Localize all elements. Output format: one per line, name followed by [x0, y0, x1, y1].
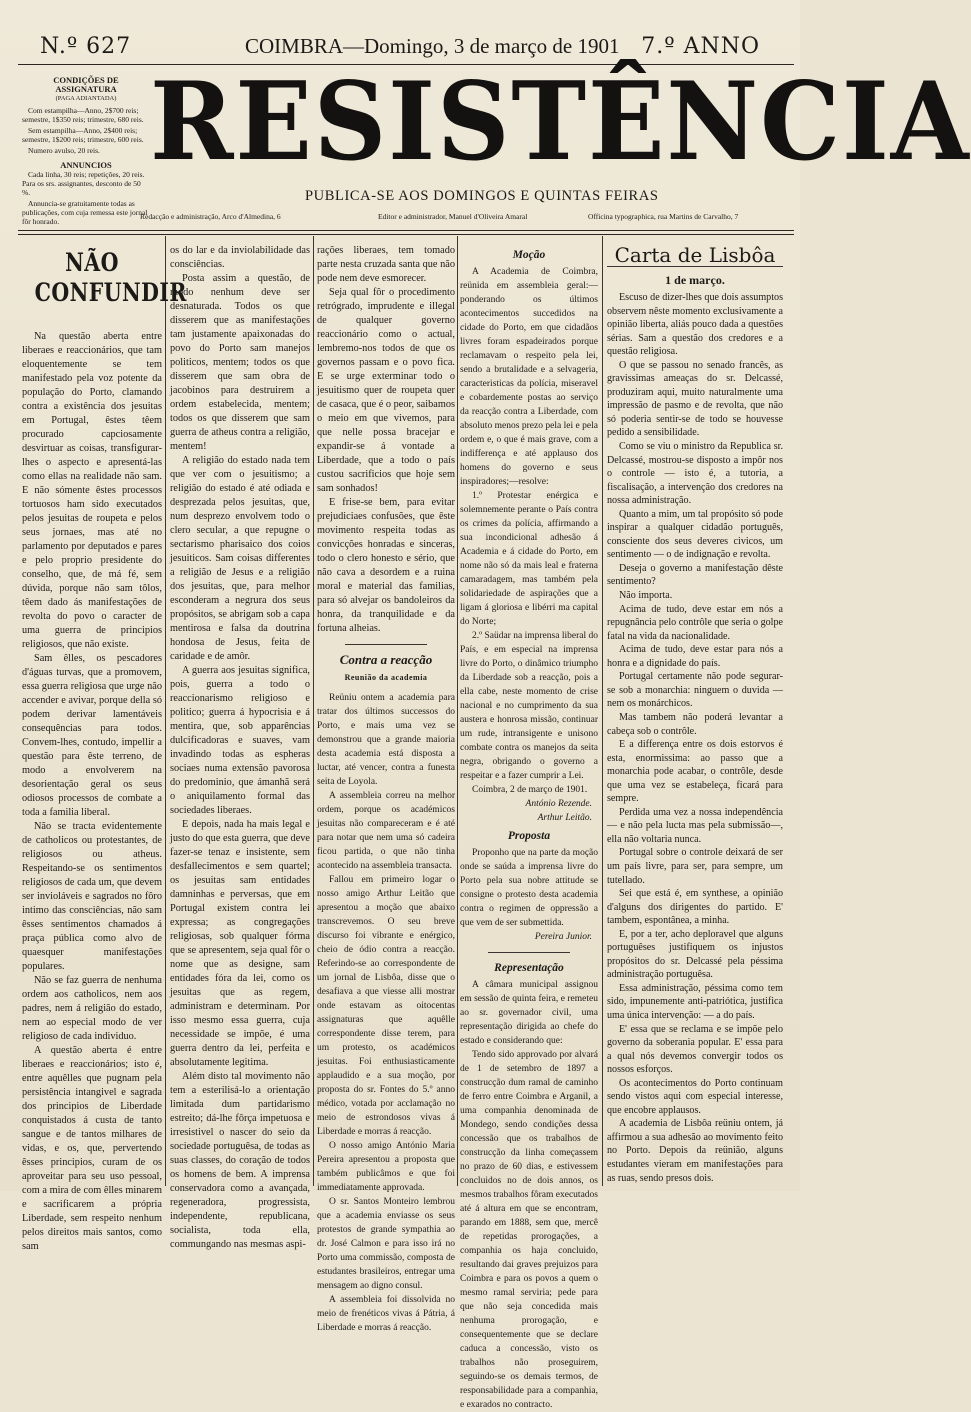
article-paragraph: A guerra aos jesuitas significa, pois, guerra a todo o reaccionarismo religioso e politico; guerra á hypocrisia e á mentira, que, sob apparências dulcificadoras e suaves, vam invadindo todas as espheras sociaes numa extensão pavorosa do predominio, que ámanhã será o aniquilamento formal das sociedades liberaes. [170, 665, 310, 816]
article-paragraph: A câmara municipal assignou em sessão de quinta feira, e remeteu ao sr. governador civil, uma representação dirigida ao chefe do estado e considerando que: [460, 980, 598, 1046]
article-paragraph: Portugal sobre o controle deixará de ser um país livre, para ser, para sempre, um tutellado. [607, 847, 783, 886]
column-2 [170, 244, 310, 1250]
signature: Pereira Junior. [534, 932, 592, 942]
article-paragraph: 1.º Protestar enérgica e solemnemente perante o País contra os crimes da polícia, affirmando a sua incondicional adhesão á Academia e á cidade do Porto, em nome não só da mais leal e fraterna camaradagem, mas também pela solidariedade de aspirações que a ligam á gloriosa e libérri ma capital do Norte; [460, 491, 598, 627]
subscription-line: Sem estampilha—Anno, 2$400 reis; semestre, 1$200 reis; trimestre, 600 reis. [22, 126, 144, 144]
editor-info: Editor e administrador, Manuel d'Oliveira Amaral [378, 212, 528, 221]
dateline: COIMBRA—Domingo, 3 de março de 1901 [245, 34, 620, 58]
article-paragraph: A academia de Lisbôa reüniu ontem, já affirmou a sua adhesão ao movimento feito no Porto. Depois da reünião, alguns estudantes vieram em manifestações para as ruas, sendo presos dois. [607, 1118, 783, 1184]
heading-representacao: Representação [494, 962, 564, 974]
article-paragraph: E depois, nada ha mais legal e justo do que esta guerra, que deve fazer-se tenaz e insistente, sem desfallecimentos e sem quartel; os jesuitas sam entidades damninhas e perversas, que em Portugal existem contra lei expressa; as congregações religiosas, sob qualquer fórma que se apresentem, seja qual fôr o nome que as designe, sam entidades fóra da lei, como os jesuitas que as regem, administram e determinam. Por isso mesmo essa guerra, cuja necessidade se impõe, é uma guerra dentro da lei, perfeita e absolutamente legitima. [170, 819, 310, 1068]
article-paragraph: Essa administração, péssima como tem sido, impunemente anti-patriótica, justifica uma única intervenção: — a do país. [607, 982, 783, 1021]
subscription-box [22, 76, 150, 228]
article-paragraph: Não se tracta evidentemente de catholicos ou protestantes, de religiosos ou atheus. Respeitando-se os sentimentos religiosos de cada um, que devem ser invioláveis e sagrados no fôro intimo das consciências, não sam êsses sentimentos chamados á praça pública como alvo de quaesquer manifestações populares. [22, 821, 162, 972]
article-paragraph: Sei que está é, em synthese, a opinião d'alguns dos dirigentes do partido. E' tambem, espontânea, a minha. [607, 888, 783, 927]
subscription-subheading: (PAGA ADIANTADA) [55, 95, 117, 102]
article-paragraph: E, por a ter, acho deploravel que alguns portuguêses justifiquem os injustos propósitos do sr. Delcassé pela péssima administração portuguêsa. [607, 928, 783, 981]
article-paragraph: Além disto tal movimento não tem a esterilisá-lo a orientação limitada dum partidarismo estreito; dá-lhe fôrça impetuosa e irresistivel o nascer do seio da sociedade portuguêsa, de todas as suas classes, do coração de todos os homens de bem. A imprensa conservadora como a avançada, regeneradora, progressista, independente, republicana, socialista, toda ella, commungando nas mesmas aspi- [170, 1071, 310, 1250]
article-paragraph: Quanto a mim, um tal propósito só pode inspirar a qualquer cidadão português, consciente dos seus deveres civicos, um sentimento — o de indignação e revolta. [607, 508, 783, 561]
letter-date: 1 de março. [665, 273, 725, 287]
article-paragraph: Sam êlles, os pescadores d'águas turvas, que a promovem, essa guerra religiosa que urge não accender e avivar, porque della só podem derivar lamentáveis consequências para todos. Convem-lhes, contudo, impellir a questão para êste terreno, de modo a envolverem na desorientação geral os seus odiosos processos de combate a toda a familia liberal. [22, 653, 162, 818]
headline-nao-confundir: NÃO CONFUNDIR [34, 248, 187, 307]
article-paragraph: E frise-se bem, para evitar prejudiciaes confusões, que êste movimento respeita todas as convicções honradas e sinceras, todo o clero honesto e sério, que não cava a desordem e a ruina moral e material das familias, para só alvejar os bandoleiros da honra, da tranquilidade e da fortuna alheias. [317, 497, 455, 634]
year-volume: 7.º ANNO [641, 34, 760, 59]
ads-heading: ANNUNCIOS [60, 160, 112, 170]
article-paragraph: Não importa. [619, 590, 673, 602]
article-paragraph: O que se passou no senado francês, as gravissimas ameaças do sr. Delcassé, produziram aqui, muito naturalmente uma impressão de pasmo e de revolta, que não só poderia sentir-se de todo se houvesse pedido a sensibilidade. [607, 359, 783, 439]
signature: Arthur Leitão. [537, 813, 592, 823]
article-paragraph: Acima de tudo, deve estar em nós a repugnância pelo contrôle que seria o golpe fatal na vida da nacionalidade. [607, 603, 784, 642]
column-3 [317, 244, 455, 1333]
article-paragraph: Mas tambem não poderá levantar a cabeça sob o contrôle. [607, 711, 783, 737]
article-paragraph: A questão aberta é entre liberaes e reaccionários; isto é, entre aquêlles que pugnam pela persistência intangivel e sagrada dos principios de Liberdade conquistados á custa de tanto sangue e de tantos milhares de vidas, e os, que, pervertendo êsses principios, curam de os aproveitar para seu uso pessoal, com a mira de com êlles minarem e sacrificarem a própria Liberdade, sem respeito nenhum pelos direitos mais santos, como sam [22, 1045, 162, 1252]
article-paragraph: Perdida uma vez a nossa independência — e não pela lucta mas pela submissão—, ella não voltaria nunca. [607, 806, 783, 845]
article-paragraph: 2.º Saüdar na imprensa liberal do País, e em especial na imprensa livre do Porto, o dinâmico triumpho da Liberdade sob a reacção, pois a ella cabe, neste momento de crise nacional e no cumprimento da sua austera e honrosa missão, continuar um rude, intransigente e unisono combate contra os manejos da seita negra, obrigando o governo a respeitar e a fazer cumprir a Lei. [460, 631, 598, 781]
heading-mocao: Moção [512, 249, 546, 261]
column-1 [22, 244, 187, 1252]
column-divider [457, 236, 458, 1186]
ads-line: Cada linha, 30 reis; repetições, 20 reis. Para os srs. assignantes, desconto de 50 %. [22, 170, 145, 197]
article-paragraph: Como se viu o ministro da Republica sr. Delcassé, mostrou-se disposto a impôr nos o controle — isto é, a tutoria, a fiscalisação, a intervenção dos credores na nossa administração. [607, 441, 783, 507]
article-paragraph: Posta assim a questão, de modo nenhum deve ser desnaturada. Todos os que disserem que as manifestações tam justamente apaixonadas do povo do Porto sam manejos politicos, mentem; todos os que disserem que sam obra de jacobinos para destruirem a ordem estabelecida, mentem; todos os que disserem que sam guerra de atheus contra a religião, mentem! [170, 273, 310, 452]
article-paragraph: O sr. Santos Monteiro lembrou que a academia enviasse os seus protestos de grande sympathia ao dr. José Calmon e para isso irá no Porto uma commissão, composta de estudantes brasileiros, entregar uma mensagem ao digno consul. [317, 1197, 455, 1291]
article-paragraph: A Academia de Coimbra, reünida em assembleia geral:—ponderando os últimos acontecimentos succedidos na cidade do Porto, em que cidadãos livres foram espadeirados porque reclamavam o respeito pela lei, sendo a brutalidade e a selvageria, caracteristicas da polícia, miseravel e cobardemente postas ao serviço da reacção contra a Liberdade, com absoluto menos prezo pela lei e pela ordem e, o que é mais grave, com a indifferença e até applauso dos homens do governo e seus inspiradores;—resolve: [460, 267, 598, 487]
tagline: PUBLICA-SE AOS DOMINGOS E QUINTAS FEIRAS [305, 188, 659, 204]
redaccao-info: Redacção e administração, Arco d'Almedina, 6 [140, 212, 281, 221]
heading-proposta: Proposta [507, 830, 551, 842]
article-paragraph: Os acontecimentos do Porto continuam sendo vistos aqui com especial interesse, que encobre applausos. [607, 1077, 783, 1116]
subscription-line: Com estampilha—Anno, 2$700 reis; semestre, 1$350 reis; trimestre, 680 reis. [22, 106, 144, 124]
publisher-info [140, 212, 792, 226]
article-paragraph: os do lar e da inviolabilidade das consciências. [170, 245, 310, 270]
article-paragraph: Coimbra, 2 de março de 1901. [472, 785, 588, 795]
article-paragraph: Reüniu ontem a academia para tratar dos últimos successos do Porto, e mais uma vez se demonstrou que a grande maioria desta academia está disposta a luctar, até vencer, contra a funesta seita de Loyola. [317, 693, 455, 787]
section-divider [345, 644, 428, 645]
section-heading-contra-reaccao: Contra a reacção [339, 652, 433, 667]
ads-line: Annuncia-se gratuitamente todas as publicações, com cuja remessa este jornal fôr honrado. [22, 199, 148, 226]
officina-info: Officina typographica, rua Martins de Carvalho, 7 [588, 212, 739, 221]
column-4 [460, 244, 598, 1410]
heading-carta-de-lisboa: Carta de Lisbôa [607, 248, 783, 267]
subscription-line: Numero avulso, 20 reis. [28, 146, 100, 155]
article-paragraph: A assembleia foi dissolvida no meio de frenéticos vivas á Pátria, á Liberdade e morras á reacção. [317, 1295, 455, 1333]
article-paragraph: Proponho que na parte da moção onde se saúda a imprensa livre do Porto pela sua nobre attitude se consigne o protesto desta academia contra o regimen de oppressão a que vem de ser submettida. [460, 848, 598, 928]
article-paragraph: Fallou em primeiro logar o nosso amigo Arthur Leitão que apresentou a moção que abaixo transcrevemos. O seu breve discurso foi vibrante e enérgico, cheio de ódio contra a reacção. Referindo-se ao correspondente de um jornal de Lisbôa, disse que o desafiava a que viesse alli mostrar onde estavam as oitocentas assignaturas que aquêlle correspondente disse terem, para um protesto, os académicos jesuitas. Foi enthusiasticamente applaudido e a sua moção, por proposta do sr. Fontes do 5.º anno médico, votada por acclamação no meio de estrondosos vivas á Liberdade e morras á reacção. [317, 875, 455, 1137]
signature: António Rezende. [525, 799, 592, 809]
article-paragraph: O nosso amigo António Maria Pereira apresentou a proposta que também publicâmos e que foi immediatamente approvada. [317, 1141, 455, 1193]
column-5 [607, 244, 783, 1184]
article-paragraph: E' essa que se reclama e se impõe pelo governo da soberania popular. E' essa para a qual nós devemos convergir todos os nossos esforços. [607, 1023, 783, 1076]
article-paragraph: Não se faz guerra de nenhuma ordem aos catholicos, nem aos padres, nem á religião do estado, nem ao especial modo de ver religioso de cada individuo. [22, 975, 162, 1042]
masthead-rule-2 [18, 234, 794, 235]
article-paragraph: Portugal certamente não pode segurar-se sob a monarchia: ninguem o duvida — nem os monárchicos. [607, 671, 783, 710]
article-paragraph: Tendo sido approvado por alvará de 1 de setembro de 1897 a construcção dum ramal de caminho de ferro entre Coimbra e Arganil, a uma companhia denominada de Mondego, sendo condições dessa concessão que os trabalhos de construcção da linha começassem no prazo de 60 dias, e estivessem concluidos no de dois annos, os mesmos trabalhos fôram executados até á altura em que se encontram, parando em 1888, sem que, mercê de repetidas prorogações, a companhia os haja concluido, resultando dai graves prejuizos para Coimbra e para os povos a quem o mesmo ramal serviria; pede para que não seja concedida mais nenhuma prorogação, e consequentemente que se declare caduca a concessão, visto os trabalhos não proseguirem, seguindo-se os demais termos, de responsabilidade para a companhia, e exarados no contracto. [460, 1050, 598, 1410]
column-divider [165, 236, 166, 1186]
section-subheading: Reunião da academia [344, 673, 428, 682]
article-paragraph: Deseja o governo a manifestação dêste sentimento? [607, 562, 783, 588]
article-paragraph: Acima de tudo, deve estar para nós a honra e a dignidade do país. [607, 644, 783, 669]
article-paragraph: A religião do estado nada tem que ver com o jesuitismo; a religião do estado é até odiada e desprezada pelos jesuitas, que, num desprezo envolvem todo o clero secular, a que repugne o sectarismo pharisaico dos coios jesuiticos. Sam coisas differentes a religião de Jesus e a religião dos jesuitas, que, para melhor esconderam a negrura dos seus propósitos, se abrigam sob a capa mentirosa e falsa da doutrina hondosa de Jesus, feita de caridade e de amôr. [170, 455, 310, 662]
article-paragraph: Na questão aberta entre liberaes e reaccionários, que tam eloquentemente se tem manifestado pela voz potente da população do Porto, clamando contra a existência dos jesuitas em Portugal, êstes têem procurado capciosamente desvirtuar as coisas, transfigurar-lhes o aspecto e apresentá-las como ellas na realidade não sam. E não sómente êstes processos tortuosos ham sido executados pelos jesuitas de roupeta e pelos seus jornaes, mas até no parlamento por deputados e pares e pelo proprio presidente do conselho, que, de má fé, sem dúvida, porque não sam tôlos, têem dado ás manifestações de revolta do povo o caracter de uma guerra de principios religiosos, que não existe. [22, 331, 162, 650]
article-paragraph: A assembleia correu na melhor ordem, porque os académicos jesuitas não compareceram e é até para notar que nem uma só cadeira ficou partida, o que não tinha acontecido na assembleia transacta. [317, 791, 455, 871]
article-paragraph: rações liberaes, tem tomado parte nesta cruzada santa que não pode nem deve esmorecer. [317, 245, 455, 284]
column-divider [602, 236, 603, 1186]
article-paragraph: Seja qual fôr o procedimento retrógrado, imprudente e illegal de qualquer governo reaccionário como o actual, lembremo-nos todos de que os governos passam e o povo fica. E se urge exterminar todo o jesuitismo quer de roupeta quer de casaca, que é o peor, saibamos o meio em que vivemos, para que nelle possa bracejar e expandir-se á vontade a Liberdade, que a todo o país custou sacrificios que hoje sem sam sonhados! [317, 287, 455, 494]
article-paragraph: E a differença entre os dois estorvos é esta, enormissima: ao passo que a monarchia pode acabar, o contrôle, desde que uma vez se estabeleça, ficará para sempre. [607, 739, 783, 805]
issue-number: N.º 627 [40, 34, 132, 59]
newspaper-title: RESISTÊNCIA [150, 59, 971, 185]
masthead-topline [40, 34, 760, 62]
subscription-heading: CONDIÇÕES DE ASSIGNATURA [53, 75, 119, 94]
article-paragraph: Escuso de dizer-lhes que dois assumptos observem nêste momento exclusivamente a opinião liberta, aliás pouco dada a questões sérias. Sam a questão dos credores e a questão religiosa. [607, 292, 783, 358]
masthead-rule [18, 230, 794, 231]
section-divider [488, 952, 571, 953]
column-divider [313, 236, 314, 1186]
